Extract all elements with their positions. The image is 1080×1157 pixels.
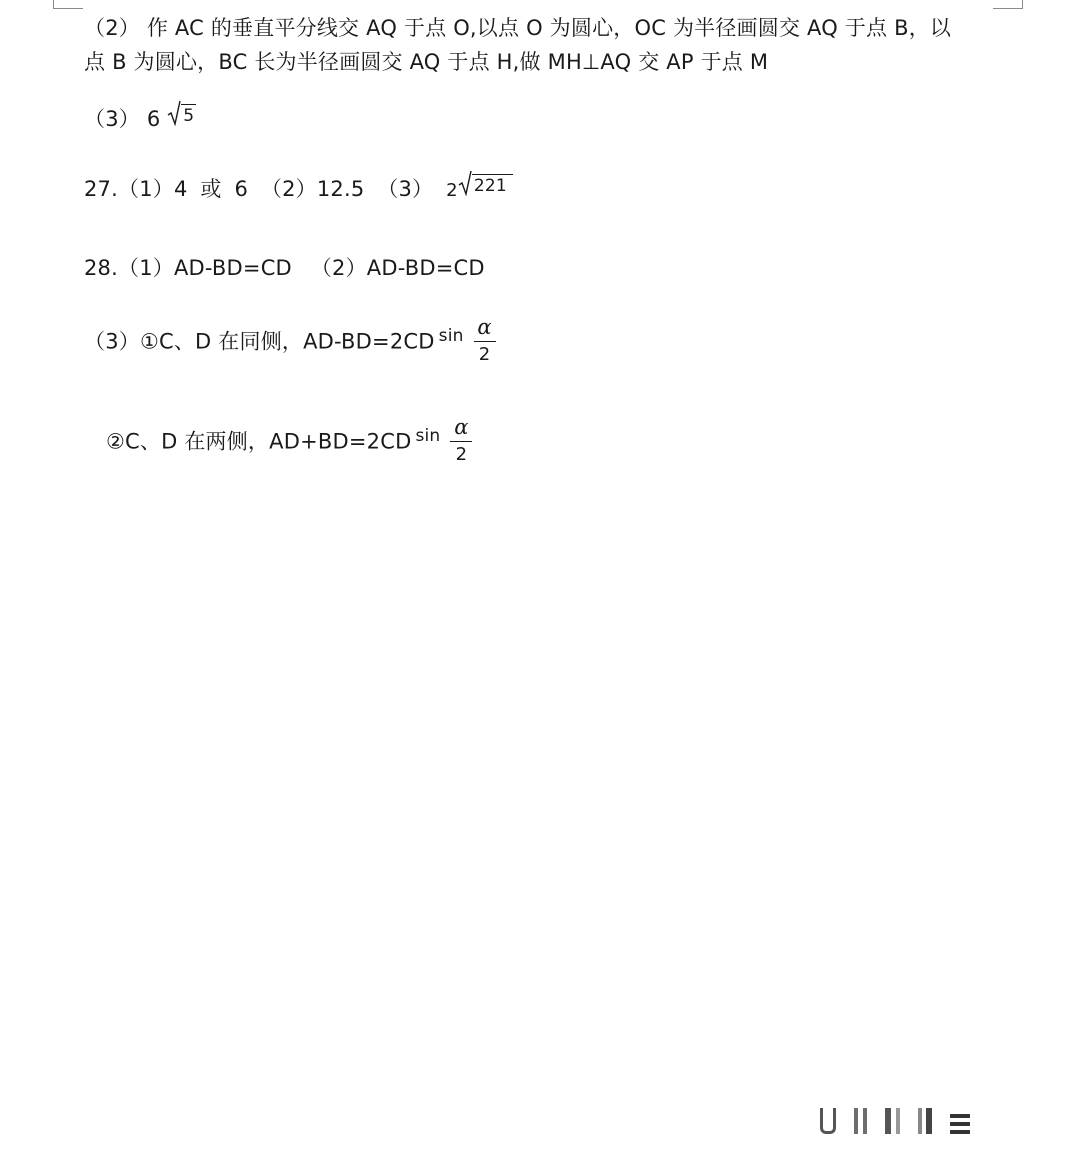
fraction-bar [474,341,496,342]
q28-case1-text: （3）①C、D 在同侧，AD-BD=2CD [84,329,435,354]
q27-answers [84,170,513,203]
fraction-numerator: α [454,415,469,439]
q27-part3-coef: 2 [446,180,458,201]
q26-sqrt-expression [167,100,196,126]
q28-line1: 28.（1）AD-BD=CD （2）AD-BD=CD [84,256,485,280]
toolbar-cup-icon[interactable] [820,1108,836,1134]
sin-label: sin [415,425,441,446]
toolbar-column-icon[interactable] [885,1108,900,1134]
q28-case2 [106,415,472,467]
crop-mark-left-horizontal [53,8,83,9]
fraction-denominator: 2 [478,344,491,365]
q26-part2-line1: （2） 作 AC 的垂直平分线交 AQ 于点 O,以点 O 为圆心，OC 为半径画圆交 AQ 于点 B，以 [84,16,952,40]
q27-radicand: 221 [472,174,513,196]
sin-label: sin [438,325,464,346]
q28-case2-text: ②C、D 在两侧，AD+BD=2CD [106,429,412,454]
q27-sqrt-expression [458,170,513,196]
toolbar-menu-icon[interactable] [950,1114,970,1134]
q27-answer-text: 27.（1）4 或 6 （2）12.5 （3） [84,177,434,201]
q28-case1 [84,315,496,367]
crop-mark-right-horizontal [993,8,1023,9]
q26-radicand: 5 [183,106,195,126]
q26-part3 [84,100,196,133]
q26-part3-label: （3） 6 [84,107,161,131]
radical-sign-icon [167,100,181,126]
fraction-numerator: α [477,315,492,339]
alpha-over-2-fraction [474,316,496,365]
crop-mark-left-vertical [53,0,54,8]
alpha-over-2-fraction [450,416,472,465]
fraction-denominator: 2 [455,444,468,465]
bottom-toolbar [820,1108,970,1134]
crop-mark-right-vertical [1022,0,1023,8]
toolbar-bars-icon[interactable] [854,1108,867,1134]
fraction-bar [450,441,472,442]
q26-part2-line2: 点 B 为圆心，BC 长为半径画圆交 AQ 于点 H,做 MH⊥AQ 交 AP 于点 M [84,50,769,74]
radical-sign-icon [458,170,472,196]
toolbar-split-icon[interactable] [918,1108,932,1134]
